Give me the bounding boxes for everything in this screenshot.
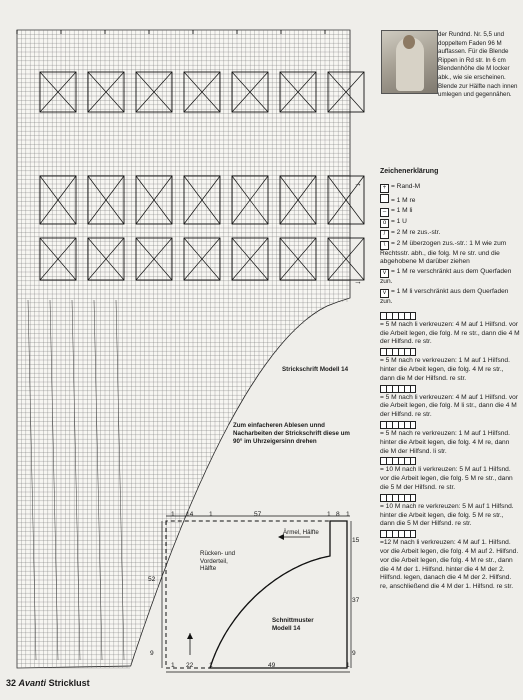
magazine-name: Stricklust (48, 678, 90, 688)
m1-knit-icon: v (380, 269, 389, 278)
dim-bottom: 49 (268, 662, 276, 669)
chart-area (17, 30, 350, 668)
dim-bottom: 22 (186, 662, 194, 669)
cable-10-right-icon (380, 494, 416, 502)
dim-right: 9 (352, 650, 356, 657)
skp-icon: \ (380, 241, 389, 250)
legend-title: Zeichenerklärung (380, 168, 439, 175)
legend-row: / = 2 M re zus.-str. (380, 229, 520, 239)
purl-stitch-icon: – (380, 208, 389, 217)
body-label: Rücken- und Vorderteil, Hälfte (200, 550, 236, 572)
dim-right: 37 (352, 597, 360, 604)
dim-top: 1 (171, 511, 175, 518)
cable-5-left-purl-icon (380, 385, 416, 393)
dim-right: 15 (352, 537, 360, 544)
legend-row: o = 1 U (380, 218, 520, 228)
row-arrow-1: → (354, 179, 362, 188)
magazine-brand: Avanti (18, 678, 47, 688)
dim-bottom: 1 (346, 662, 350, 669)
legend-cable-text: = 5 M nach re verkreuzen: 1 M auf 1 Hilfsnd. hinter die Arbeit legen, die folg. 4 M re, dann die M der Hilfsnd. li str. (380, 429, 510, 455)
legend (380, 168, 520, 593)
legend-cable-text: = 5 M nach re verkreuzen: 1 M auf 1 Hilfsnd. hinter die Arbeit legen, die folg. 4 M re str., dann die M der Hilfsnd. re str. (380, 357, 510, 382)
legend-cable-text: = 10 M nach li verkreuzen: 5 M auf 1 Hilfsnd. vor die Arbeit legen, die folg. 5 M re str., dann die 5 M der Hilfsnd. re str. (380, 466, 513, 491)
k2tog-icon: / (380, 230, 389, 239)
arrow-head-up (187, 633, 193, 639)
cable-10-left-icon (380, 457, 416, 465)
page-number: 32 (6, 678, 17, 688)
legend-row: = 1 M re (380, 194, 520, 206)
cable-5-left-icon (380, 312, 416, 320)
schema-outline (210, 521, 347, 668)
dim-top: 1 (327, 511, 331, 518)
intro-text: der Rundnd. Nr. 5,5 und doppeltem Faden 96 M auffassen. Für die Blende Rippen in Rd str. In 6 cm Blendenhöhe die M locker abk., wie sie erscheinen. Blende zur Hälfte nach innen umlegen und gegennähen. (438, 31, 518, 99)
dim-left: 52 (148, 576, 156, 583)
dim-left: 9 (150, 650, 154, 657)
cable-12-left-icon (380, 530, 416, 538)
legend-row: \ = 2 M überzogen zus.-str.: 1 M wie zum Rechtsstr. abh., die folg. M re str. und die abgehobene M darüber ziehen (380, 239, 507, 266)
cable-5-right-purl-icon (380, 421, 416, 429)
knit-stitch-icon (380, 194, 389, 203)
row-arrow-2: → (354, 277, 362, 286)
dim-top: 14 (186, 511, 194, 518)
legend-row: v = 1 M re verschränkt aus dem Querfaden zun. (380, 268, 512, 286)
dim-top: 57 (254, 511, 262, 518)
model-head (403, 35, 415, 49)
rotate-note: Zum einfacheren Ablesen unnd Nacharbeiten der Strickschrift diese um 90° im Uhrzeigersinn drehen (233, 422, 350, 445)
cable-5-right-icon (380, 348, 416, 356)
legend-cable-text: = 10 M nach re verkreuzen: 5 M auf 1 Hilfsnd. hinter die Arbeit legen, die folg. 5 M re str., dann die 5 M der Hilfsnd. re str. (380, 502, 514, 528)
dim-top: 8 (336, 511, 340, 518)
dim-bottom: 1 (171, 662, 175, 669)
legend-row: – = 1 M li (380, 207, 520, 217)
page-footer (6, 678, 90, 688)
model-photo (381, 30, 438, 94)
dim-top: 1 (346, 511, 350, 518)
legend-row: + = Rand-M (380, 183, 520, 193)
chart-caption: Strickschrift Modell 14 (282, 366, 349, 373)
m1-purl-icon: v (380, 289, 389, 298)
schema-outline-dashed (166, 521, 330, 668)
schema-title: Schnittmuster Modell 14 (272, 617, 314, 632)
sleeve-label: Ärmel, Hälfte (283, 529, 319, 536)
legend-cable-text: = 5 M nach li verkreuzen: 4 M auf 1 Hilfsnd. vor die Arbeit legen, die folg. M re str., dann die 4 M der Hilfsnd. re str. (380, 320, 520, 346)
dim-top: 1 (209, 511, 213, 518)
yarn-over-icon: o (380, 219, 389, 228)
dim-bottom: 1 (209, 662, 213, 669)
legend-cable-text: = 5 M nach li verkreuzen: 4 M auf 1 Hilfsnd. vor die Arbeit legen, die folg. M li str., dann die 4 M der Hilfsnd. re str. (380, 393, 518, 419)
legend-cable-text: =12 M nach li verkreuzen: 4 M auf 1. Hilfsnd. vor die Arbeit legen, die folg. 4 M auf 2. Hilfsnd. vor die Arbeit legen, die folg. 4 M re str., dann die 4 M der 1. Hilfsnd. hinter die 4 M der 2. Hilfsnd. legen, danach die 4 M der 2. Hilfsnd. re, anschließend die 4 M der 1. Hilfsnd. re str. (380, 539, 519, 591)
edge-stitch-icon: + (380, 184, 389, 193)
legend-row: v = 1 M li verschränkt aus dem Querfaden zun. (380, 287, 509, 305)
